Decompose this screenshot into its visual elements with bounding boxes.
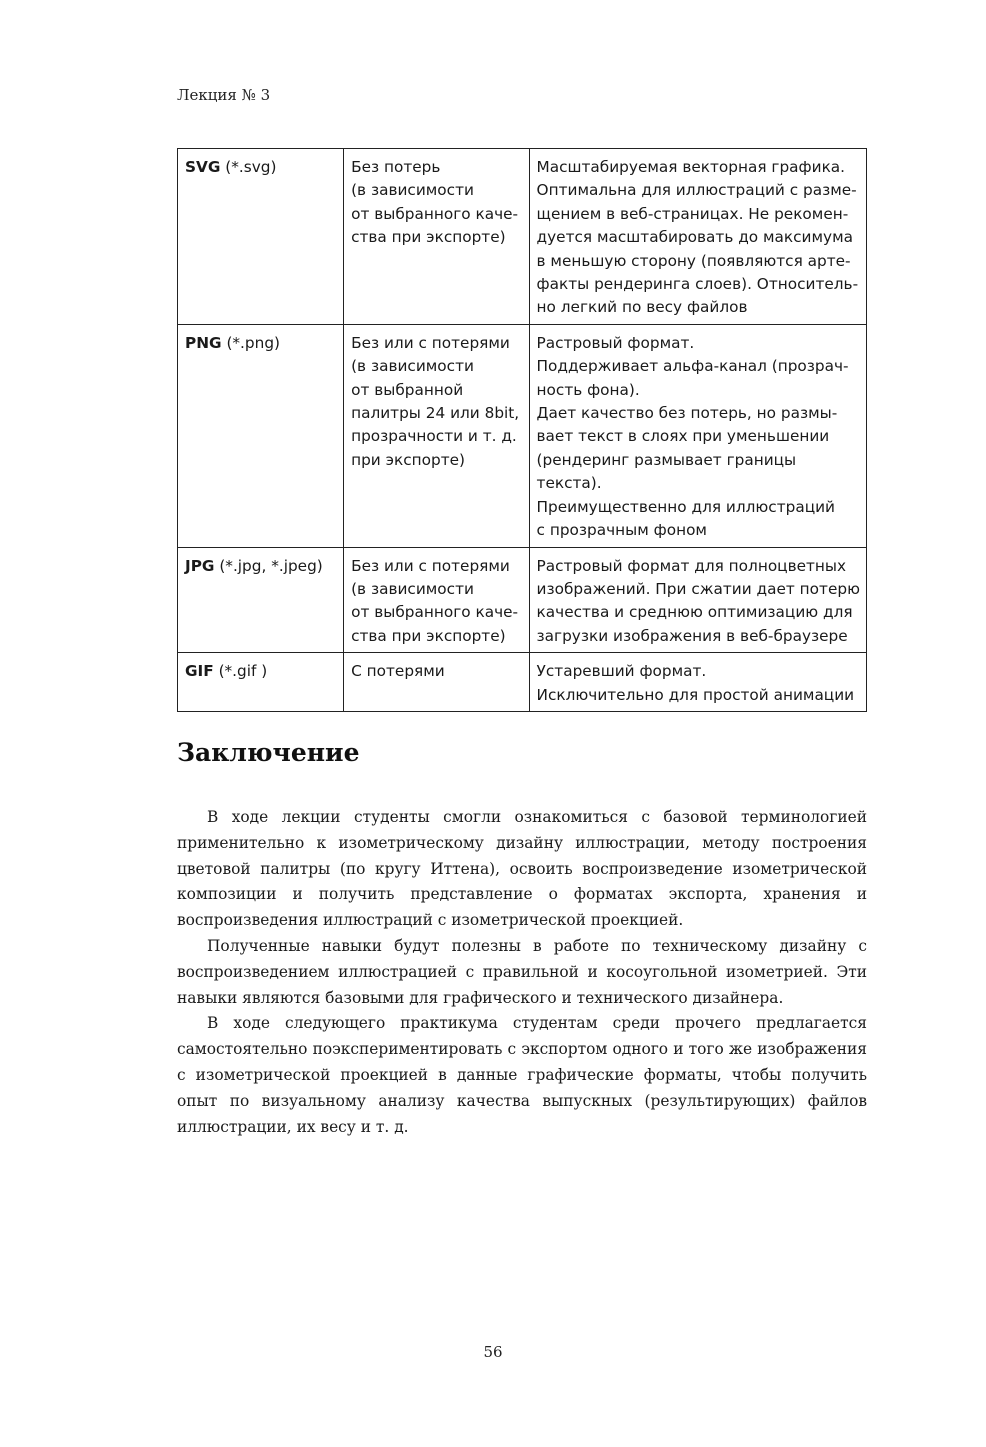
section-heading: Заключение xyxy=(177,738,360,767)
format-cell xyxy=(178,547,344,653)
description-text: Растровый формат. Поддерживает альфа-канал (прозрач- ность фона). Дает качество без потерь, но размы- вает текст в слоях при уменьшении (рендеринг размывает границы текста). Преимущественно для иллюстраций с прозрачным фоном xyxy=(536,333,849,540)
description-text: Масштабируемая векторная графика. Оптимальна для иллюстраций с разме- щением в веб-страницах. Не рекомен- дуется масштабировать до максимума в меньшую сторону (появляются арте- факты рендеринга слоев). Относитель- но легкий по весу файлов xyxy=(536,158,859,317)
table-row xyxy=(178,547,867,653)
description-cell xyxy=(529,149,866,325)
format-name: PNG xyxy=(185,333,222,352)
compression-cell xyxy=(344,324,529,547)
format-name: SVG xyxy=(185,158,221,176)
format-extension: (*.png) xyxy=(221,333,281,352)
format-name: JPG xyxy=(185,556,215,575)
conclusion-body xyxy=(177,805,867,1140)
paragraph: В ходе лекции студенты смогли ознакомиться с базовой терминологией применительно к изометрическому дизайну иллюстрации, методу построения цветовой палитры (по кругу Иттена), освоить воспроизведение изометрической композиции и получить представление о форматах экспорта, хранения и воспроизведения иллюстраций с изометрической проекцией. xyxy=(177,808,867,930)
table-row xyxy=(178,653,867,712)
format-extension: (*.gif ) xyxy=(213,662,268,681)
description-cell xyxy=(529,653,866,712)
compression-cell xyxy=(344,149,529,325)
format-cell xyxy=(178,149,344,325)
format-extension: (*.jpg, *.jpeg) xyxy=(214,556,323,575)
paragraph: Полученные навыки будут полезны в работе по техническому дизайну с воспроизведением иллюстрацией с правильной и косоугольной изометрией. Эти навыки являются базовыми для графического и технического дизайнера. xyxy=(177,936,867,1007)
table-row xyxy=(178,324,867,547)
compression-text: Без потерь (в зависимости от выбранного каче- ства при экспорте) xyxy=(351,158,519,247)
format-name: GIF xyxy=(185,662,214,681)
format-cell xyxy=(178,653,344,712)
description-cell xyxy=(529,324,866,547)
description-text: Растровый формат для полноцветных изображений. При сжатии дает потерю качества и среднюю оптимизацию для загрузки изображения в веб-браузере xyxy=(536,556,860,645)
paragraph: В ходе следующего практикума студентам среди прочего предлагается самостоятельно поэкспериментировать с экспортом одного и того же изображения с изометрической проекцией в данные графические форматы, чтобы получить опыт по визуальному анализу качества выпускных (результирующих) файлов иллюстрации, их весу и т. д. xyxy=(177,1014,867,1136)
running-head: Лекция № 3 xyxy=(177,86,271,104)
compression-text: С потерями xyxy=(351,662,445,681)
description-text: Устаревший формат. Исключительно для простой анимации xyxy=(536,662,855,704)
description-cell xyxy=(529,547,866,653)
compression-cell xyxy=(344,547,529,653)
format-extension: (*.svg) xyxy=(220,158,277,176)
compression-cell xyxy=(344,653,529,712)
formats-table xyxy=(177,148,867,712)
compression-text: Без или с потерями (в зависимости от выбранной палитры 24 или 8bit, прозрачности и т. д. при экспорте) xyxy=(351,333,520,469)
table-row xyxy=(178,149,867,325)
format-cell xyxy=(178,324,344,547)
compression-text: Без или с потерями (в зависимости от выбранного каче- ства при экспорте) xyxy=(351,556,519,645)
page-number: 56 xyxy=(483,1343,503,1361)
